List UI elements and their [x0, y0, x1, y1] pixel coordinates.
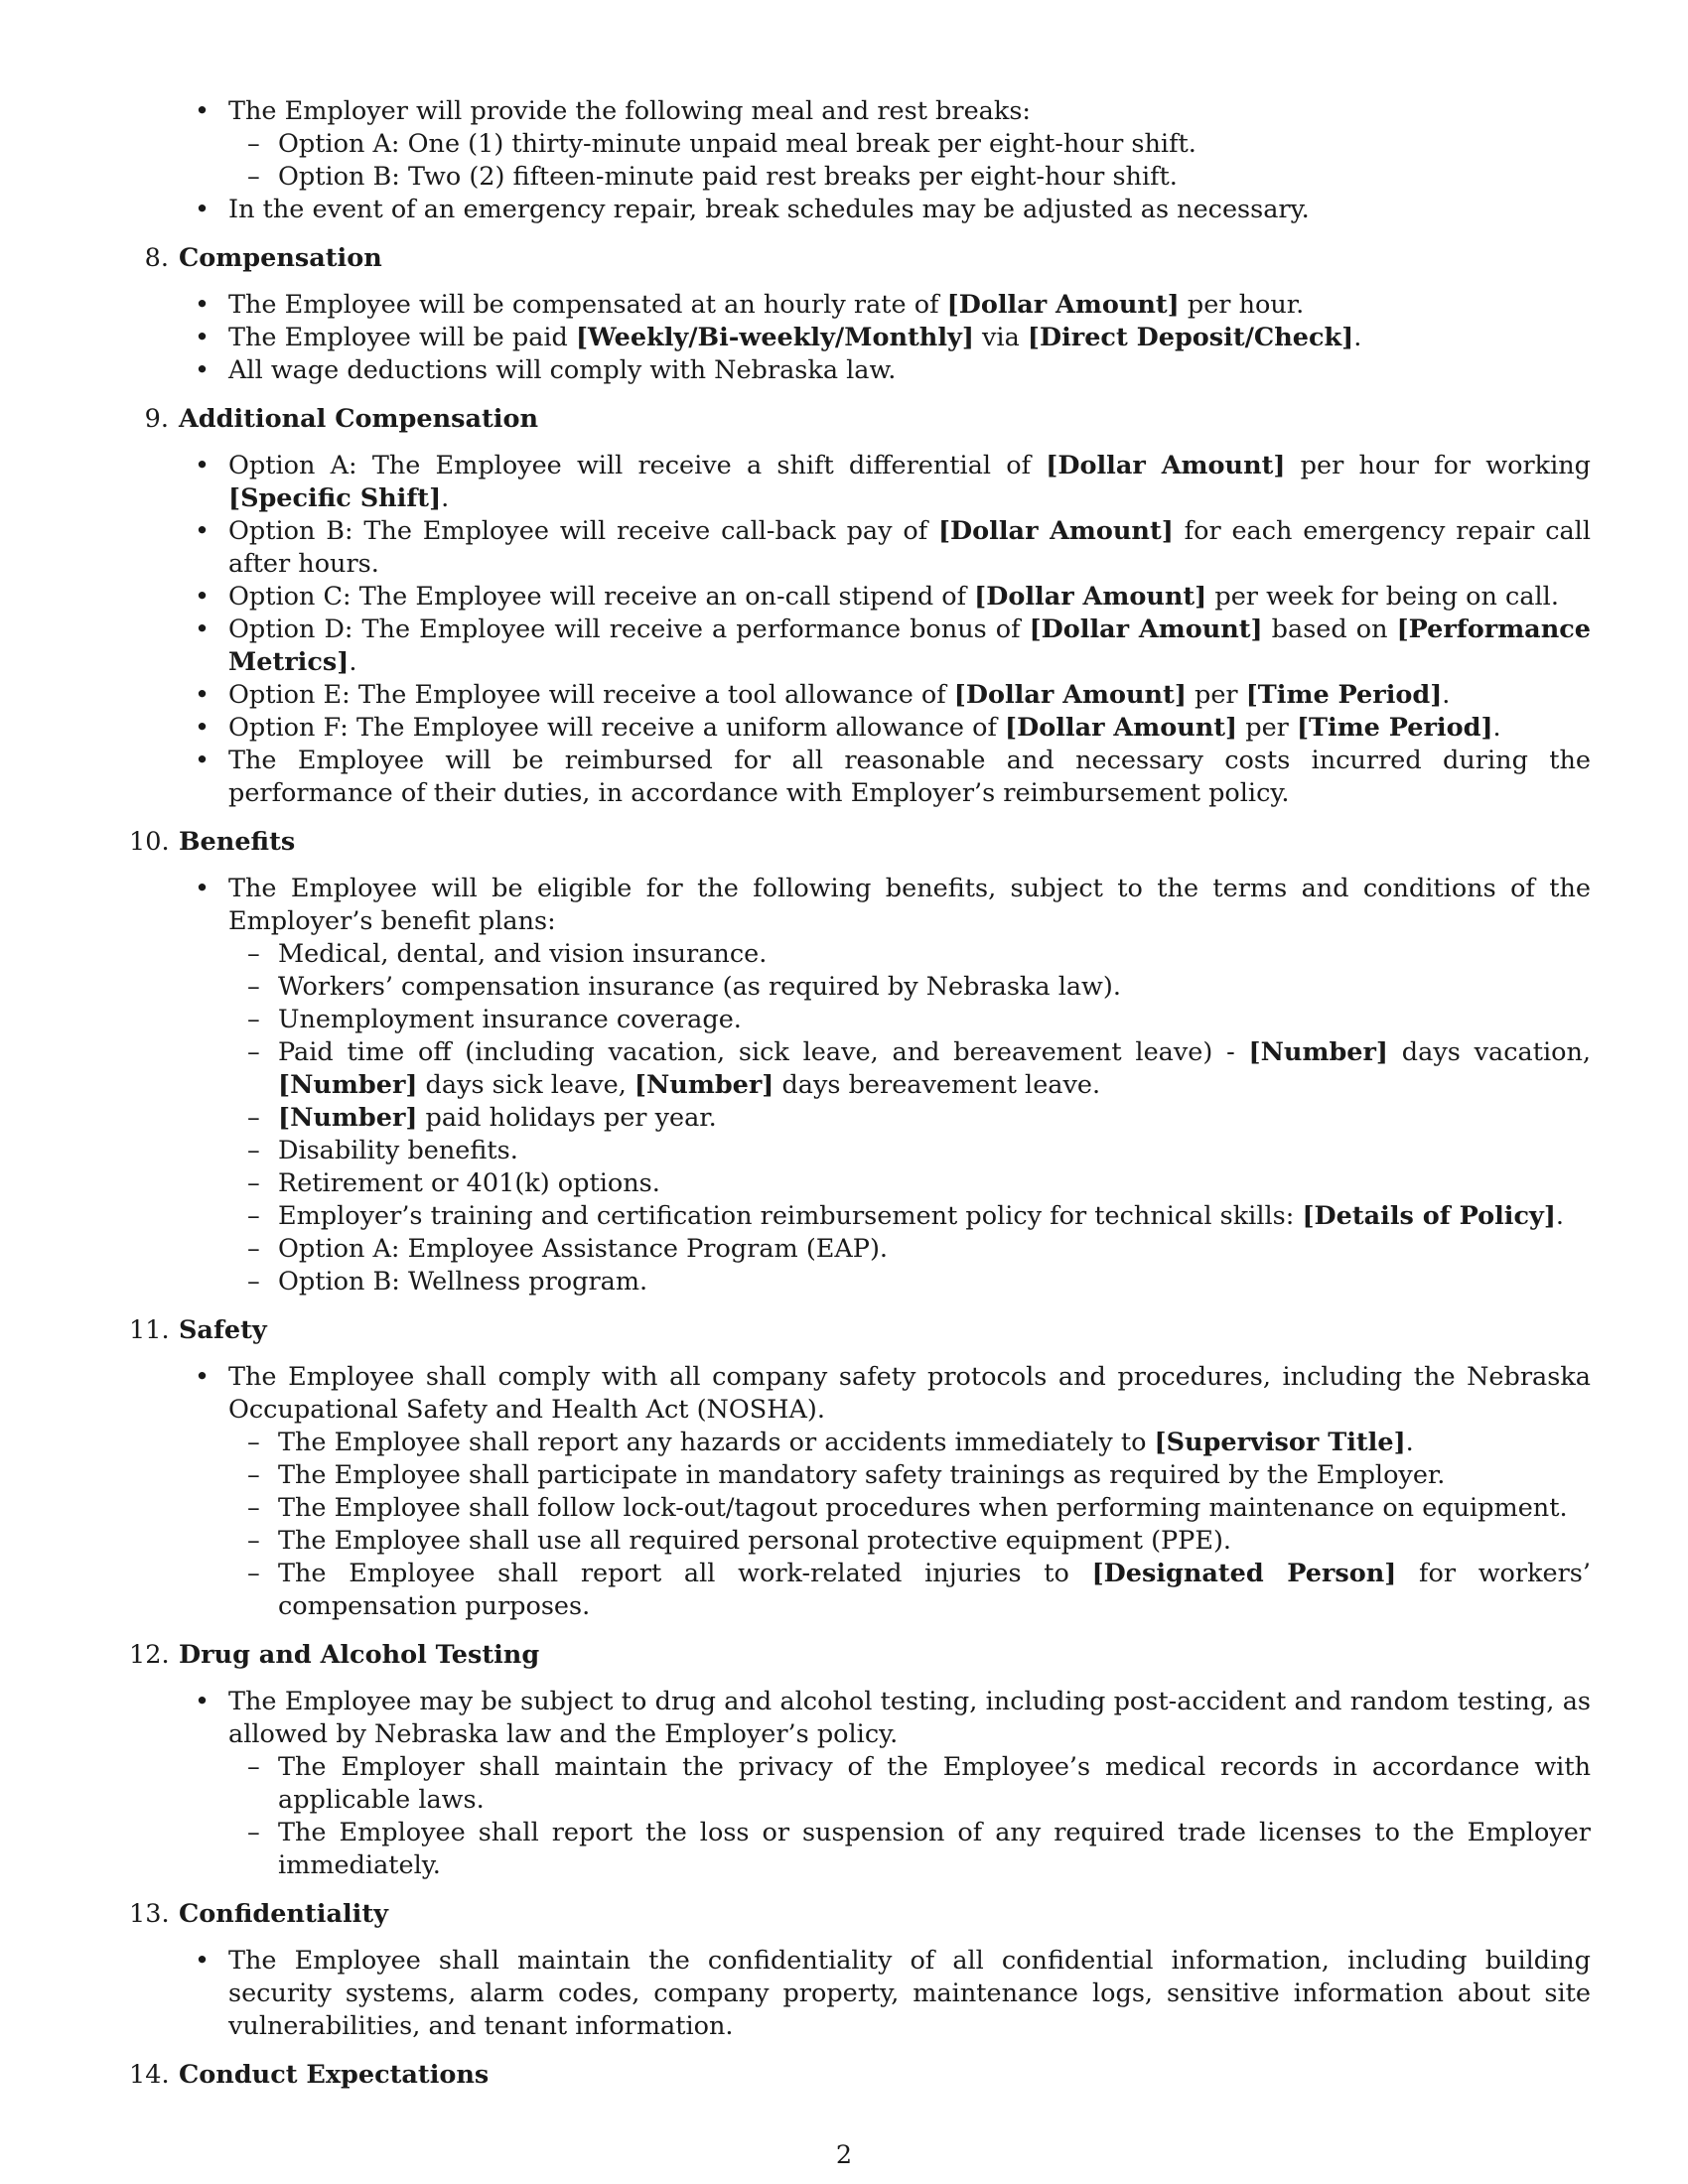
section-number: 8. — [144, 243, 169, 273]
section-safety — [129, 1314, 1591, 1623]
placeholder-field: [Dollar Amount] — [974, 582, 1207, 612]
list-subitem — [129, 128, 1591, 161]
list-subitem: – Option A: Employee Assistance Program (EAP). — [129, 1233, 1591, 1266]
section-heading — [129, 1314, 1591, 1347]
list-item: • The Employee shall maintain the confidentiality of all confidential information, including building security systems, alarm codes, company property, maintenance logs, sensitive information about site vulnerabilities, and tenant information. — [129, 1945, 1591, 2043]
section-number: 9. — [144, 404, 169, 434]
placeholder-field: [Designated Person] — [1091, 1559, 1397, 1588]
section-list — [129, 1945, 1591, 2043]
subitem-text: Option A: One (1) thirty-minute unpaid meal break per eight-hour shift. — [278, 129, 1196, 159]
placeholder-field: [Dollar Amount] — [953, 680, 1187, 710]
list-item: • All wage deductions will comply with Nebraska law. — [129, 354, 1591, 387]
breaks-list — [129, 95, 1591, 226]
list-subitem: – The Employee shall use all required personal protective equipment (PPE). — [129, 1525, 1591, 1558]
list-subitem: – The Employee shall report any hazards or accidents immediately to [Supervisor Title]. — [129, 1427, 1591, 1459]
placeholder-field: [Number] — [278, 1103, 418, 1133]
section-heading — [129, 2059, 1591, 2092]
section-heading — [129, 403, 1591, 436]
section-title: Conduct Expectations — [179, 2060, 490, 2090]
placeholder-field: [Performance Metrics] — [228, 614, 1591, 677]
list-item: • The Employee may be subject to drug and alcohol testing, including post-accident and random testing, as allowed by Nebraska law and the Employer’s policy. — [129, 1686, 1591, 1751]
list-item: • Option E: The Employee will receive a tool allowance of [Dollar Amount] per [Time Period]. — [129, 679, 1591, 712]
list-subitem: – Option B: Wellness program. — [129, 1266, 1591, 1298]
list-item: • The Employee will be paid [Weekly/Bi-weekly/Monthly] via [Direct Deposit/Check]. — [129, 322, 1591, 354]
list-subitem: – Retirement or 401(k) options. — [129, 1167, 1591, 1200]
placeholder-field: [Weekly/Bi-weekly/Monthly] — [575, 323, 974, 352]
section-drug-alcohol-testing — [129, 1639, 1591, 1882]
section-list — [129, 289, 1591, 387]
section-list — [129, 1361, 1591, 1623]
list-item: • Option F: The Employee will receive a uniform allowance of [Dollar Amount] per [Time Period]. — [129, 712, 1591, 745]
placeholder-field: [Direct Deposit/Check] — [1027, 323, 1354, 352]
section-list — [129, 1686, 1591, 1882]
section-title: Drug and Alcohol Testing — [179, 1640, 540, 1670]
page-number: 2 — [835, 2140, 853, 2170]
list-subitem: – Unemployment insurance coverage. — [129, 1004, 1591, 1036]
section-heading — [129, 826, 1591, 859]
section-additional-compensation — [129, 403, 1591, 810]
list-subitem: – The Employee shall participate in mandatory safety trainings as required by the Employer. — [129, 1459, 1591, 1492]
placeholder-field: [Number] — [278, 1070, 418, 1100]
list-subitem: – Workers’ compensation insurance (as required by Nebraska law). — [129, 971, 1591, 1004]
list-subitem: – The Employer shall maintain the privacy of the Employee’s medical records in accordance with applicable laws. — [129, 1751, 1591, 1817]
list-subitem: – Disability benefits. — [129, 1135, 1591, 1167]
section-title: Additional Compensation — [179, 404, 539, 434]
section-number: 11. — [129, 1315, 170, 1345]
placeholder-field: [Dollar Amount] — [1029, 614, 1263, 644]
list-subitem — [129, 161, 1591, 194]
list-item: • The Employee shall comply with all company safety protocols and procedures, including the Nebraska Occupational Safety and Health Act (NOSHA). — [129, 1361, 1591, 1427]
placeholder-field: [Number] — [1248, 1037, 1388, 1067]
list-subitem: – [Number] paid holidays per year. — [129, 1102, 1591, 1135]
placeholder-field: [Time Period] — [1296, 713, 1493, 743]
placeholder-field: [Dollar Amount] — [937, 516, 1174, 546]
section-confidentiality — [129, 1898, 1591, 2043]
list-subitem: – Employer’s training and certification reimbursement policy for technical skills: [Details of Policy]. — [129, 1200, 1591, 1233]
section-title: Safety — [179, 1315, 267, 1345]
list-subitem: – Paid time off (including vacation, sick leave, and bereavement leave) - [Number] days vacation, [Number] days sick leave, [Number] days bereavement leave. — [129, 1036, 1591, 1102]
section-heading — [129, 1639, 1591, 1672]
bullet-text: In the event of an emergency repair, break schedules may be adjusted as necessary. — [228, 195, 1310, 224]
section-number: 14. — [129, 2060, 170, 2090]
section-conduct-expectations — [129, 2059, 1591, 2092]
section-benefits — [129, 826, 1591, 1298]
list-subitem: – The Employee shall follow lock-out/tagout procedures when performing maintenance on equipment. — [129, 1492, 1591, 1525]
section-heading — [129, 1898, 1591, 1931]
list-item — [129, 194, 1591, 226]
placeholder-field: [Dollar Amount] — [1046, 451, 1286, 480]
bullet-text: The Employer will provide the following meal and rest breaks: — [228, 96, 1031, 126]
list-item: • Option C: The Employee will receive an on-call stipend of [Dollar Amount] per week for being on call. — [129, 581, 1591, 614]
section-title: Compensation — [179, 243, 382, 273]
section-number: 12. — [129, 1640, 170, 1670]
section-list — [129, 450, 1591, 810]
list-item: • The Employee will be eligible for the following benefits, subject to the terms and conditions of the Employer’s benefit plans: — [129, 873, 1591, 938]
placeholder-field: [Dollar Amount] — [1005, 713, 1238, 743]
list-item — [129, 95, 1591, 128]
placeholder-field: [Supervisor Title] — [1154, 1428, 1406, 1457]
placeholder-field: [Time Period] — [1245, 680, 1443, 710]
list-item: • Option B: The Employee will receive call-back pay of [Dollar Amount] for each emergency repair call after hours. — [129, 515, 1591, 581]
subitem-text: Option B: Two (2) fifteen-minute paid rest breaks per eight-hour shift. — [278, 162, 1178, 192]
section-heading — [129, 242, 1591, 275]
placeholder-field: [Details of Policy] — [1302, 1201, 1556, 1231]
list-item: • The Employee will be compensated at an hourly rate of [Dollar Amount] per hour. — [129, 289, 1591, 322]
list-item: • Option A: The Employee will receive a shift differential of [Dollar Amount] per hour for working [Specific Shift]. — [129, 450, 1591, 515]
section-title: Benefits — [179, 827, 296, 857]
list-item: • Option D: The Employee will receive a performance bonus of [Dollar Amount] based on [Performance Metrics]. — [129, 614, 1591, 679]
section-list — [129, 873, 1591, 1298]
section-title: Confidentiality — [179, 1899, 388, 1929]
placeholder-field: [Number] — [633, 1070, 774, 1100]
section-number: 10. — [129, 827, 170, 857]
placeholder-field: [Dollar Amount] — [946, 290, 1180, 320]
list-subitem: – Medical, dental, and vision insurance. — [129, 938, 1591, 971]
document-body — [129, 95, 1591, 2092]
placeholder-field: [Specific Shift] — [228, 483, 442, 513]
list-item: • The Employee will be reimbursed for all reasonable and necessary costs incurred during the performance of their duties, in accordance with Employer’s reimbursement policy. — [129, 745, 1591, 810]
section-number: 13. — [129, 1899, 170, 1929]
list-subitem: – The Employee shall report the loss or suspension of any required trade licenses to the Employer immediately. — [129, 1817, 1591, 1882]
list-subitem: – The Employee shall report all work-related injuries to [Designated Person] for workers’ compensation purposes. — [129, 1558, 1591, 1623]
section-compensation — [129, 242, 1591, 387]
